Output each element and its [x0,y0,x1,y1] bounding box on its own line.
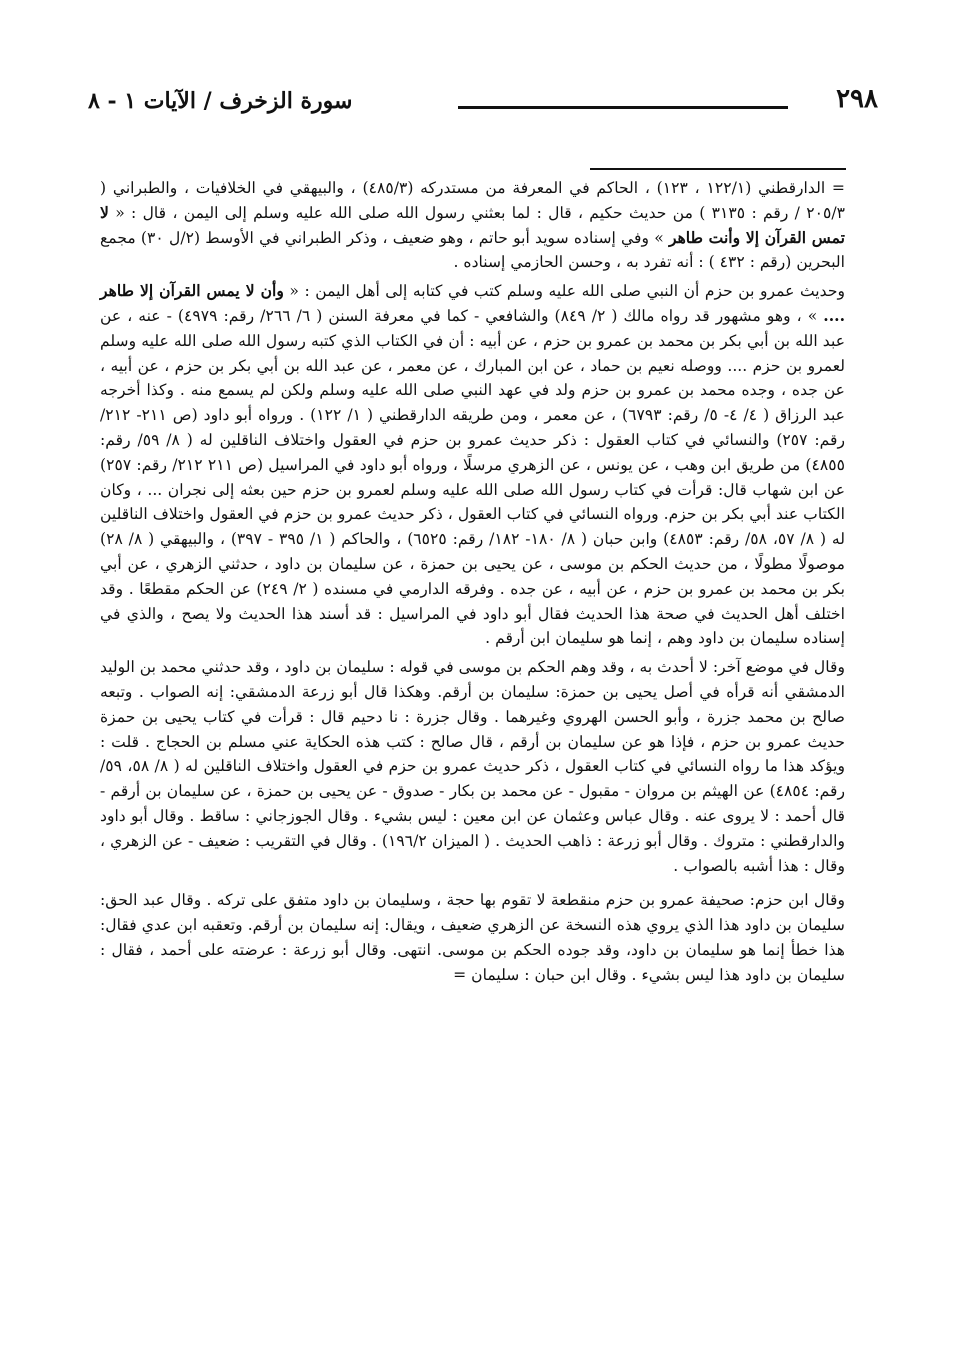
paragraph-text: = الدارقطني (١٢٢/١ ، ١٢٣) ، الحاكم في المعرفة من مستدركه (٤٨٥/٣) ، والبيهقي في الخلافيات ، والطبراني ( ٢٠٥/٣ / رقم : ٣١٣٥ ) من حديث حكيم ، قال : لما بعثني رسول الله صلى الله عليه وسلم إلى اليمن ، قال : « [100,179,845,222]
paragraph-text: وقال ابن حزم: صحيفة عمرو بن حزم منقطعة لا تقوم بها حجة ، وسليمان بن داود متفق على تركه . وقال عبد الحق: سليمان بن داود هذا الذي يروي هذه النسخة عن الزهري ضعيف ، ويقال: إنه سليمان بن أرقم. وتعقبه ابن عدي فقال: هذا خطأ إنما هو سليمان بن داود، وقد جوده الحكم بن موسى. انتهى. وقال أبو زرعة : عرضته على أحمد ، فقال : سليمان بن داود هذا ليس بشيء . وقال ابن حبان : سليمان = [100,891,845,984]
running-title: سورة الزخرف / الآيات ١ - ٨ [88,88,353,114]
footnote-body [100,176,845,992]
paragraph-text: وقال في موضع آخر: لا أحدث به ، وقد وهم الحكم بن موسى في قوله : سليمان بن داود ، وقد حدثني محمد بن الوليد الدمشقي أنه قرأه في أصل يحيى بن حمزة: سليمان بن أرقم. وهكذا قال أبو زرعة الدمشقي: إنه الصواب . وتبعه صالح بن محمد جزرة ، وأبو الحسن الهروي وغيرهما . وقال جزرة : نا دحيم قال : قرأت في كتاب يحيى بن حمزة حديث عمرو بن حزم ، فإذا هو عن سليمان بن أرقم ، قال صالح : كتب هذه الحكاية عني مسلم بن الحجاج . قلت : ويؤكد هذا ما رواه النسائي في كتاب العقول ، ذكر حديث عمرو بن حزم في العقول واختلاف الناقلين له ( ٨/ ٥٨، ٥٩/ رقم: ٤٨٥٤) عن الهيثم بن مروان - مقبول - عن محمد بن بكار - صدوق - عن يحيى بن حمزة ، عن سليمان بن أرقم - قال أحمد : لا يروى عنه . وقال عباس وعثمان عن ابن معين : ليس بشيء . وقال الجوزجاني : ساقط . وقال أبو داود والدارقطني : متروك . وقال أبو زرعة : ذاهب الحديث . ( الميزان ١٩٦/٢) . وقال في التقريب : ضعيف - عن الزهري ، وقال : هذا أشبه بالصواب . [100,658,846,875]
page-header [88,84,878,124]
footnote-paragraph [100,279,845,651]
paragraph-text: » وفي إسناده سويد أبو حاتم ، وهو ضعيف ، وذكر الطبراني في الأوسط (٢/ل ٣٠) مجمع البحرين (رقم : ٤٣٢ ) : أنه تفرد به ، وحسن الحازمي إسناده . [100,228,845,272]
quoted-hadith-text: لا تمس القرآن إلا وأنت طاهر [100,202,846,247]
paragraph-text: » ، وهو مشهور قد رواه مالك ( ٢/ ٨٤٩) والشافعي - كما في معرفة السنن ( ٦/ ٢٦٦/ رقم: ٤٩٧٩) - عنه ، عن عبد الله بن أبي بكر بن محمد بن عمرو بن حزم ، عن أبيه : أن في الكتاب الذي كتبه رسول الله صلى الله عليه وسلم لعمرو بن حزم .... ووصله نعيم بن حماد ، عن ابن المبارك ، عن معمر ، عن عبد الله بن أبي بكر بن حزم ، عن أبيه ، عن جده ، وجده محمد بن عمرو بن حزم ولد في عهد النبي صلى الله عليه وسلم ولكن لم يسمع منه . وكذا أخرجه عبد الرزاق ( ٤/ ٤- ٥/ رقم: ٦٧٩٣) ، عن معمر ، ومن طريقه الدارقطني ( ١/ ١٢٢) . ورواه أبو داود (ص ٢١١- ٢١٢/ رقم: ٢٥٧) والنسائي في كتاب العقول : ذكر حديث عمرو بن حزم في العقول واختلاف الناقلين له ( ٨/ ٥٩/ رقم: ٤٨٥٥) من طريق ابن وهب ، عن يونس ، عن الزهري مرسلًا ، ورواه أبو داود في المراسيل (ص ٢١١ ٢١٢/ رقم: ٢٥٧) عن ابن شهاب قال: قرأت في كتاب رسول الله صلى الله عليه وسلم لعمرو بن حزم حين بعثه إلى نجران ... ، وكان الكتاب عند أبي بكر بن حزم. ورواه النسائي في كتاب العقول ، ذكر حديث عمرو بن حزم في العقول واختلاف الناقلين له ( ٨/ ٥٧، ٥٨/ رقم: ٤٨٥٣) وابن حبان ( ٨/ ١٨٠- ١٨٢/ رقم: ٦٥٢٥) ، والحاكم ( ١/ ٣٩٥ - ٣٩٧) ، والبيهقي ( ٨/ ٢٨) موصولًا مطولًا ، من حديث الحكم بن موسى ، عن يحيى بن حمزة ، عن سليمان بن داود ، حدثني الزهري ، عن أبي بكر بن محمد بن عمرو بن حزم ، عن أبيه ، عن جده . وفرقه الدارمي في مسنده ( ٢/ ٢٤٩) عن الحكم مقطعًا . وقد اختلف أهل الحديث في صحة هذا الحديث فقال أبو داود في المراسيل : قد أسند هذا الحديث ولا يصح ، والذي في إسناده سليمان بن داود وهم ، إنما هو سليمان ابن أرقم . [100,306,846,648]
header-rule [458,106,788,109]
footnote-paragraph [100,655,845,878]
footnote-paragraph [100,176,845,275]
paragraph-text: وحديث عمرو بن حزم أن النبي صلى الله عليه وسلم كتب في كتابه إلى أهل اليمن : « [283,282,845,301]
footnote-paragraph [100,888,845,987]
quoted-hadith-text: وأن لا يمس القرآن إلا طاهر .... [100,281,845,325]
footnote-separator [590,168,846,170]
page-number: ٢٩٨ [836,84,878,114]
